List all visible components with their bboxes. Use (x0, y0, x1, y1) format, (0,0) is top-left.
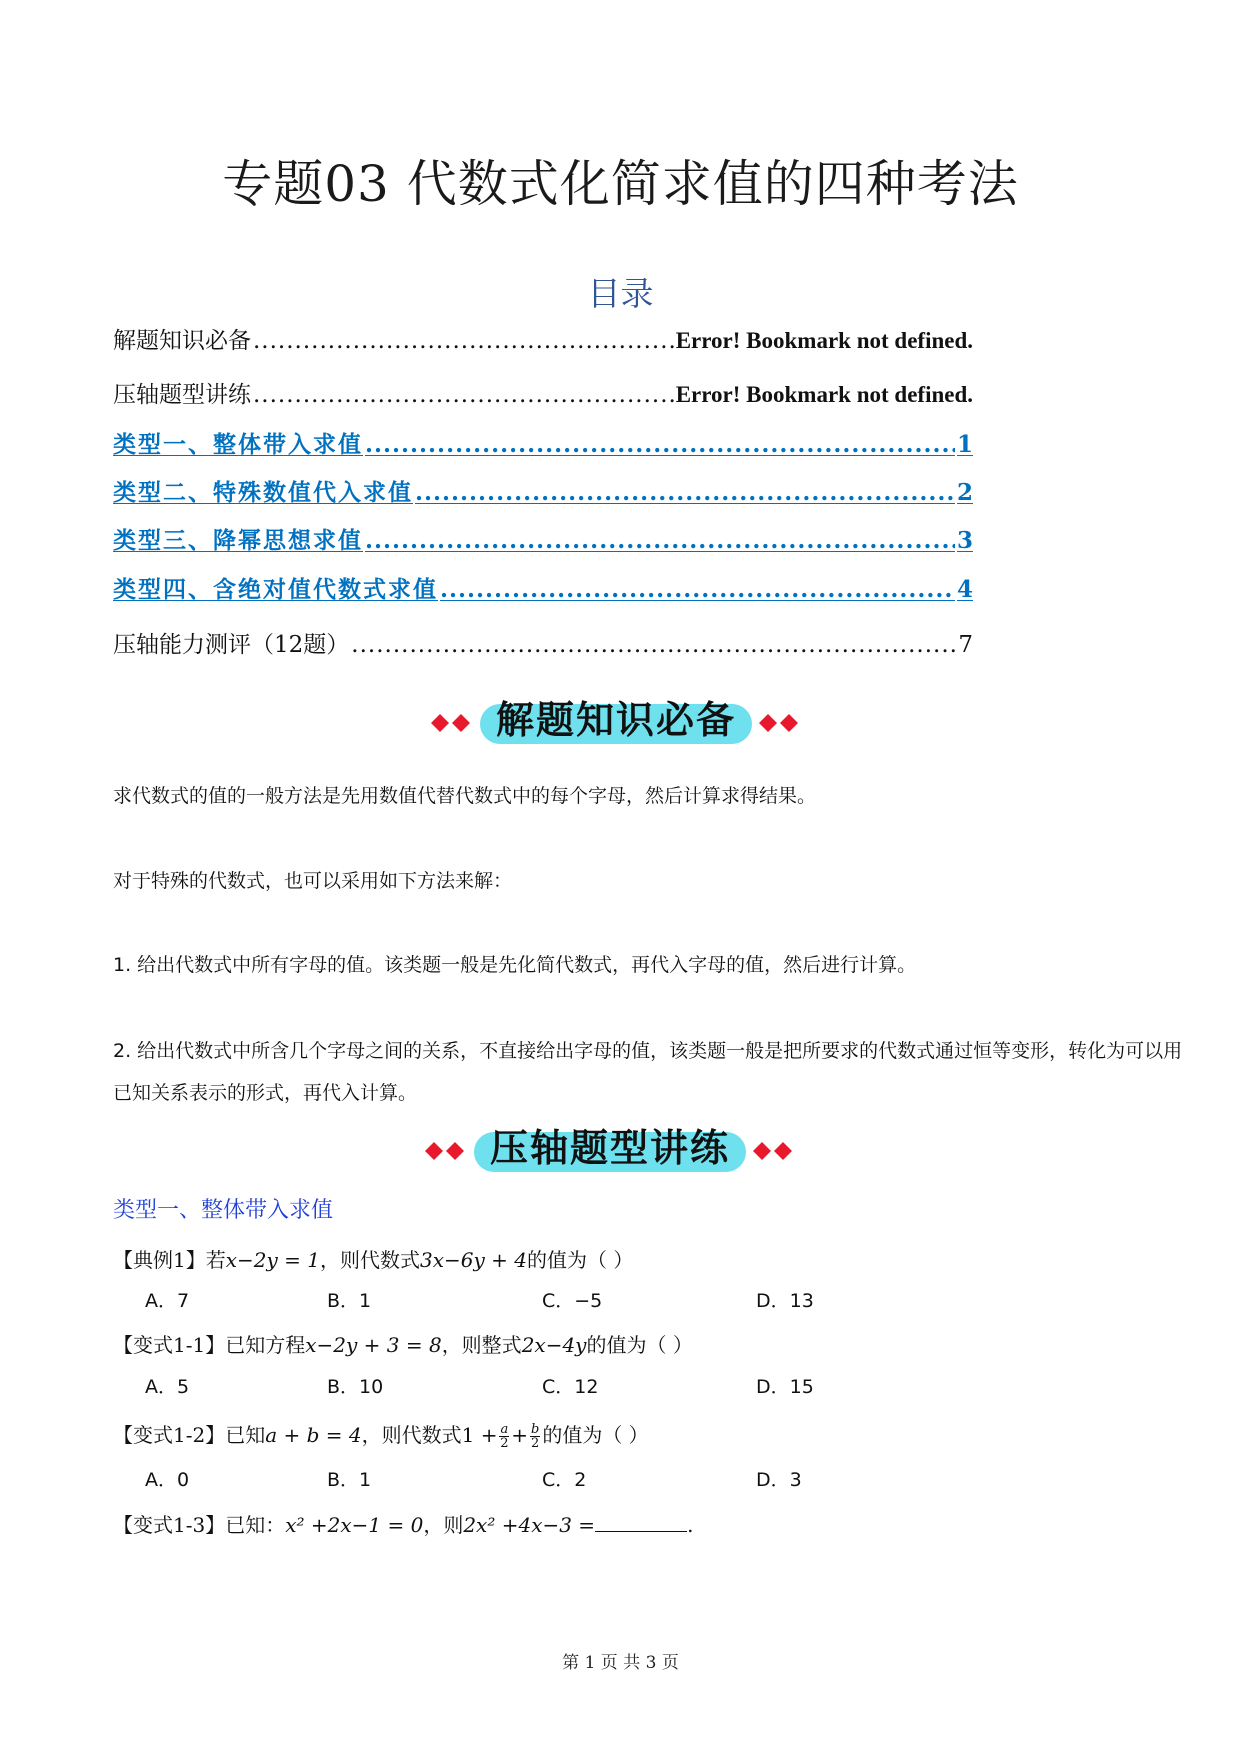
question-example-1 (113, 1243, 633, 1277)
toc-dot-leader (415, 479, 955, 506)
question-tag: 【变式1-2】 (113, 1423, 226, 1447)
toc-item-label: 压轴题型讲练 (113, 382, 251, 408)
option-b[interactable]: B．10 (327, 1376, 384, 1398)
toc-item-page: 1 (956, 431, 973, 458)
toc-item-page: Error! Bookmark not defined. (675, 382, 973, 407)
option-d[interactable]: D．13 (756, 1290, 814, 1312)
question-tag: 【变式1-1】 (113, 1333, 226, 1357)
answer-blank[interactable] (595, 1509, 687, 1532)
toc-item-page: 3 (956, 527, 973, 554)
option-b[interactable]: B．1 (327, 1469, 372, 1491)
knowledge-paragraph: 求代数式的值的一般方法是先用数值代替代数式中的每个字母，然后计算求得结果。 (113, 785, 817, 807)
question-tag: 【典例1】 (113, 1248, 206, 1272)
toc-item-page: Error! Bookmark not defined. (675, 328, 973, 353)
toc-item-type2[interactable] (113, 474, 973, 510)
question-text: ，则整式 (441, 1333, 522, 1357)
math-expression-lead: 1 + (461, 1423, 498, 1447)
knowledge-paragraph: 2. 给出代数式中所含几个字母之间的关系，不直接给出字母的值，该类题一般是把所要求的代数式通过恒等变形，转化为可以用已知关系表示的形式，再代入计算。 (113, 1040, 1183, 1104)
question-text: . (687, 1513, 694, 1537)
question-text: ，则代数式 (361, 1423, 462, 1447)
answer-options (145, 1284, 1145, 1318)
toc-dot-leader (253, 328, 674, 354)
toc-item-type1[interactable] (113, 426, 973, 462)
toc-item-label: 压轴能力测评（12题） (113, 632, 350, 658)
option-d[interactable]: D．15 (756, 1376, 814, 1398)
page-footer: 第 1 页 共 3 页 (562, 1653, 679, 1673)
diamond-icon (424, 1140, 468, 1162)
toc-dot-leader (351, 632, 956, 658)
toc-item-page: 2 (956, 479, 973, 506)
banner-label: 压轴题型讲练 (489, 1126, 730, 1170)
question-text: 已知 (225, 1423, 266, 1447)
math-expression: 2x² +4x−3 = (463, 1513, 596, 1537)
option-a[interactable]: A．5 (145, 1376, 190, 1398)
diamond-icon (430, 712, 474, 734)
fraction-numerator: a (500, 1422, 509, 1437)
question-text: 的值为（ ） (526, 1248, 634, 1272)
fraction-numerator: b (531, 1422, 540, 1437)
fraction-denominator: 2 (500, 1436, 509, 1451)
document-title: 专题03 代数式化简求值的四种考法 (222, 155, 1019, 213)
toc-item-label: 类型三、降幂思想求值 (113, 527, 363, 554)
section-banner-practice (424, 1118, 804, 1184)
option-c[interactable]: C．12 (542, 1376, 599, 1398)
toc-dot-leader (440, 576, 955, 603)
fraction-denominator: 2 (531, 1436, 540, 1451)
question-tag: 【变式1-3】 (113, 1513, 226, 1537)
math-operator: + (511, 1423, 528, 1447)
toc-heading: 目录 (587, 274, 654, 313)
question-text: 已知方程 (225, 1333, 306, 1357)
question-text: ，则 (423, 1513, 464, 1537)
toc-dot-leader (365, 527, 955, 554)
diamond-icon (752, 1140, 796, 1162)
toc-item-page: 4 (956, 576, 973, 603)
answer-options (145, 1463, 1145, 1497)
math-condition: x² +2x−1 = 0 (285, 1513, 424, 1537)
question-text: 的值为（ ） (586, 1333, 693, 1357)
knowledge-paragraph: 1. 给出代数式中所有字母的值。该类题一般是先化简代数式，再代入字母的值，然后进行计算。 (113, 954, 917, 976)
toc-item-label: 类型二、特殊数值代入求值 (113, 479, 413, 506)
fraction-b-over-2 (530, 1423, 540, 1450)
math-expression: 3x−6y + 4 (420, 1248, 527, 1272)
option-b[interactable]: B．1 (327, 1290, 372, 1312)
type1-heading: 类型一、整体带入求值 (113, 1198, 334, 1223)
diamond-icon (758, 712, 802, 734)
banner-label: 解题知识必备 (495, 698, 736, 742)
section-banner-knowledge (430, 690, 810, 756)
question-variant-1-1 (113, 1328, 693, 1362)
question-text: 的值为（ ） (542, 1423, 649, 1447)
math-condition: x−2y = 1 (225, 1248, 320, 1272)
toc-dot-leader (253, 382, 674, 408)
math-expression: 2x−4y (521, 1333, 587, 1357)
toc-item-label: 解题知识必备 (113, 328, 251, 354)
toc-item-assessment[interactable] (113, 626, 973, 662)
toc-item-type3[interactable] (113, 522, 973, 558)
toc-item-page: 7 (958, 632, 973, 658)
question-text: 已知： (225, 1513, 286, 1537)
question-text: ，则代数式 (320, 1248, 420, 1272)
toc-item-knowledge[interactable] (113, 322, 973, 358)
math-condition: a + b = 4 (265, 1423, 362, 1447)
question-variant-1-2 (113, 1418, 649, 1452)
toc-dot-leader (365, 431, 955, 458)
option-d[interactable]: D．3 (756, 1469, 802, 1491)
toc-item-type4[interactable] (113, 571, 973, 607)
toc-item-practice[interactable] (113, 376, 973, 412)
knowledge-paragraph: 对于特殊的代数式，也可以采用如下方法来解： (113, 870, 513, 892)
question-variant-1-3 (113, 1508, 693, 1542)
toc-item-label: 类型四、含绝对值代数式求值 (113, 576, 438, 603)
option-c[interactable]: C．−5 (542, 1290, 603, 1312)
option-c[interactable]: C．2 (542, 1469, 587, 1491)
option-a[interactable]: A．7 (145, 1290, 190, 1312)
fraction-a-over-2 (499, 1423, 509, 1450)
option-a[interactable]: A．0 (145, 1469, 190, 1491)
toc-item-label: 类型一、整体带入求值 (113, 431, 363, 458)
math-condition: x−2y + 3 = 8 (305, 1333, 442, 1357)
answer-options (145, 1370, 1145, 1404)
question-text: 若 (205, 1248, 226, 1272)
